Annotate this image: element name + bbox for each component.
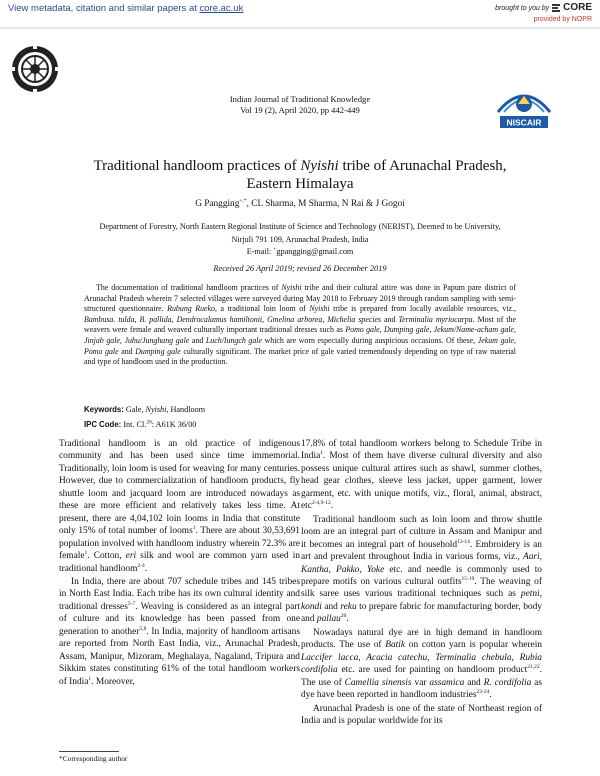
- core-logo-icon: [551, 3, 561, 13]
- citation: 5-7: [127, 600, 136, 607]
- keywords-text: , Handloom: [166, 405, 206, 414]
- body-text: . Weaving is considered as an integral part of culture and its knowledge has been passed from one generation to another: [59, 601, 300, 637]
- citation: 20: [340, 613, 347, 620]
- keywords-label: Keywords:: [84, 405, 124, 414]
- received-dates: Received 26 April 2019; revised 26 December 2019: [213, 264, 387, 273]
- author-list: [60, 199, 540, 209]
- keywords: [84, 404, 516, 415]
- abstract-italic: Dumping gale: [135, 346, 181, 356]
- body-text: etc. and needle is commonly used to prepare motifs on various cultural outfits: [301, 564, 542, 587]
- body-text: .: [144, 563, 148, 574]
- core-provider: provided by NOPR: [533, 16, 592, 24]
- abstract-text: , a traditional loin loom of: [215, 304, 310, 314]
- footnote: *Corresponding author: [59, 754, 128, 763]
- body-text: . The use of: [301, 665, 542, 688]
- citation: 2-4,9-12: [311, 500, 331, 507]
- citation: 23-24: [476, 688, 490, 695]
- ipc-text: Int. Cl.: [121, 420, 147, 429]
- body-text: In India, there are about 707 schedule tribes and 145 tribes in North East India. Each tribe has its own cultural identity and traditional dresses: [59, 576, 300, 612]
- body-text: 17.8% of total handloom workers belong to Schedule Tribe in India: [301, 439, 542, 462]
- journal-name: Indian Journal of Traditional Knowledge: [229, 94, 371, 104]
- abstract: [84, 283, 516, 368]
- title-line2: Eastern Himalaya: [246, 176, 354, 192]
- citation: 1: [192, 525, 196, 532]
- body-italic: eri: [125, 551, 137, 562]
- body-italic: Aari, Kantha, Pakko, Yoke: [301, 552, 542, 575]
- body-italic: reku: [340, 601, 357, 612]
- ipc-sup: 20: [146, 419, 152, 426]
- body-paragraph: [59, 576, 300, 688]
- body-italic: assamica: [429, 677, 465, 688]
- abstract-text: and: [118, 346, 136, 356]
- body-italic: petni, kondi: [301, 589, 542, 612]
- core-branding: [495, 2, 592, 23]
- body-text: Traditional handloom such as loin loom and throw shuttle loom are an integral part of culture in Assam and Manipur and it becomes an integral part of household: [301, 514, 542, 550]
- citation: 15-19: [461, 575, 475, 582]
- abstract-italic: Bambusa. tulda, B. pallida, Dendrocalamus hamiltonii, Gmelina arborea, Michelia species: [84, 314, 382, 324]
- body-text: on cotton yarn is popular wherein: [405, 640, 542, 651]
- journal-header: [150, 94, 450, 116]
- body-text: and: [464, 677, 484, 688]
- email-mark: +: [273, 246, 277, 253]
- body-text: to prepare fabric for manufacturing border, body and: [301, 601, 542, 625]
- title-part: tribe of Arunachal Pradesh,: [338, 158, 507, 174]
- body-italic: R. cordifolia: [483, 677, 532, 688]
- ipc-text: : A61K 36/00: [151, 420, 197, 429]
- abstract-italic: Rubung Rueko: [167, 304, 215, 314]
- citation: 13-14: [457, 538, 470, 545]
- abstract-italic: Pomo gale, Dumping gale, Jekum/Name-acham gale, Jinjab gale, Juhu/Junghang gale: [84, 325, 516, 345]
- body-paragraph: [301, 438, 542, 513]
- abstract-italic: Luch/Iungch gale: [205, 335, 262, 345]
- affiliation: [40, 221, 560, 259]
- title-part: Traditional handloom practices of: [93, 158, 301, 174]
- core-metadata-notice: [8, 3, 243, 14]
- title-italic: Nyishi: [300, 158, 339, 174]
- body-text: . Most of them have diverse cultural diversity and also possess unique cultural attires such as shawl, summer clothes, head gear clothes, sleeve less jacket, upper garment, lower garment, etc. with unique motifs, viz., floral, animal, abstract, etc: [301, 451, 542, 512]
- body-text: . Cotton,: [87, 551, 126, 562]
- core-link[interactable]: core.ac.uk: [199, 3, 244, 14]
- body-text: and: [321, 601, 341, 612]
- author-rest: , CL Sharma, M Sharma, N Rai & J Gogoi: [246, 199, 405, 209]
- body-paragraph: [301, 514, 542, 626]
- abstract-text: The documentation of traditional handloom practices of: [96, 283, 282, 292]
- author-mark: +,*: [239, 197, 247, 204]
- citation: 1: [84, 549, 88, 556]
- body-text: Traditional handloom is an old practice of indigenous community and has been used since time immemorial. Traditionally, loin loom is used for weaving for many centuries. However, due to commercialization of handloom products, fly shuttle loom and jacquard loom are introduced nowadays as these are more efficient and relatively takes less time. At present, there are 4,04,102 loin looms in India that constitute only 15% of total number of looms: [59, 439, 300, 537]
- core-brought-by: brought to you by: [495, 5, 550, 12]
- body-italic: Camellia sinensis: [344, 677, 412, 688]
- core-divider: [0, 27, 600, 29]
- body-text: .: [346, 614, 349, 625]
- body-italic: pallau: [316, 614, 341, 625]
- body-paragraph: [301, 627, 542, 702]
- body-text: Nowadays natural dye are in high demand in handloom products. The use of: [301, 627, 542, 651]
- abstract-italic: Nyishi: [309, 304, 330, 314]
- body-column-left: [59, 438, 300, 688]
- abstract-italic: Nyishi: [281, 283, 302, 292]
- footnote-rule: [59, 751, 119, 752]
- body-paragraph: [59, 438, 300, 575]
- body-italic: Batik: [385, 640, 406, 651]
- abstract-text: and: [189, 335, 206, 345]
- core-metadata-text: View metadata, citation and similar papers at: [8, 3, 197, 14]
- body-text: .: [330, 501, 334, 512]
- body-text: var: [411, 677, 430, 688]
- email-label: E-mail:: [246, 247, 272, 256]
- core-banner: [0, 0, 600, 27]
- core-brand[interactable]: CORE: [563, 2, 592, 13]
- body-italic: Laccifer lacca, Acacia catechu, Terminalia chebula, Rubia cordifolia: [301, 652, 542, 676]
- body-paragraph: Arunachal Pradesh is one of the state of Northeast region of India and is popular worldwide for its: [301, 703, 542, 726]
- body-text: as dye have been reported in handloom industries: [301, 677, 542, 701]
- affiliation-line1: Department of Forestry, North Eastern Regional Institute of Science and Technology (NERIST), Deemed to be University,: [99, 222, 501, 231]
- abstract-text: . Most of the weavers were female and weaved culturally important traditional dresses such as: [84, 314, 516, 335]
- abstract-text: culturally significant. The market price of gale varied tremendously depending on type of raw material and type of handloom used in the production.: [84, 346, 516, 367]
- body-text: . Moreover,: [91, 676, 135, 687]
- paper-title: [60, 157, 540, 193]
- citation: 2-4: [137, 562, 145, 569]
- body-text: etc. are used for painting on handloom product: [337, 665, 528, 676]
- body-text: . Embroidery is an art and prevalent throughout India in various forms, viz.,: [301, 539, 542, 563]
- ipc-label: IPC Code:: [84, 420, 122, 429]
- body-text: . The weaving of silk saree uses various traditional techniques such as: [301, 576, 542, 600]
- niscair-logo-icon: [492, 82, 556, 136]
- citation: 1: [320, 450, 324, 457]
- body-text: silk and wool are common yarn used in traditional handloom: [59, 551, 300, 574]
- body-text: .: [489, 690, 492, 701]
- keywords-italic: Nyishi: [145, 405, 167, 414]
- keywords-text: Gale,: [123, 405, 146, 414]
- email-address[interactable]: gpangging@gmail.com: [276, 247, 354, 256]
- body-text: . There are about 30,53,691 population involved with handloom industry wherein 72.3% are female: [59, 526, 300, 562]
- citation: 1: [88, 675, 92, 682]
- affiliation-line2: Nirjuli 791 109, Arunachal Pradesh, India: [231, 234, 369, 244]
- citation: 21,22: [527, 664, 540, 671]
- abstract-italic: Terminalia myriocarpa: [398, 314, 473, 324]
- abstract-italic: Jekum gale, Pomo gale: [84, 335, 517, 356]
- email-line: [40, 246, 560, 259]
- journal-volume: Vol 19 (2), April 2020, pp 442-449: [240, 105, 360, 115]
- abstract-text: tribe is prepared from locally available resources, viz.,: [329, 304, 516, 314]
- body-text: . In India, majority of handloom artisans are reported from North East India, viz., Arunachal Pradesh, Assam, Manipur, Mizoram, Meghalaya, Nagaland, Tripura and Sikkim states constituting 61% of the total handloom workers of India: [59, 626, 300, 687]
- niscair-label: NISCAIR: [506, 117, 542, 128]
- csir-logo-icon: [10, 44, 60, 94]
- abstract-text: which are worn especially during auspicious occasions. Of these,: [261, 335, 478, 345]
- body-column-right: [301, 438, 542, 727]
- author-first: G Pangging: [195, 199, 240, 209]
- citation: 5,8: [139, 625, 147, 632]
- abstract-text: and: [381, 314, 399, 324]
- ipc-code: [84, 419, 516, 430]
- abstract-text: tribe and their cultural attire was done in Papum pare district of Arunachal Pradesh wherein 7 selected villages were surveyed during May 2018 to February 2019 through random sampling with semi-structured questionnaire.: [84, 283, 517, 314]
